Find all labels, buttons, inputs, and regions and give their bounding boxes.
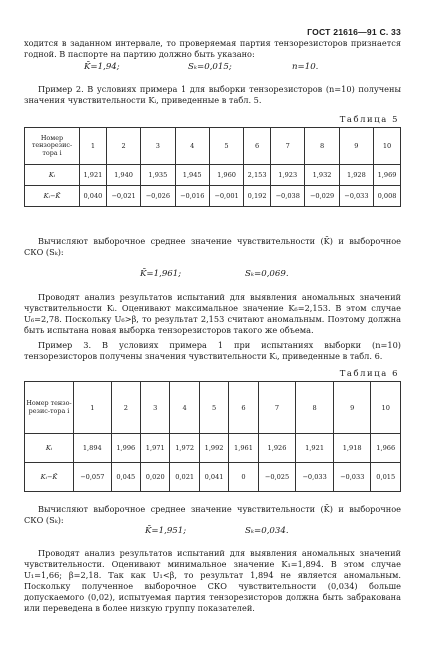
table-5-col: 9 xyxy=(339,128,373,165)
table-5-cell: −0,029 xyxy=(305,186,339,207)
table-5-cell: 1,928 xyxy=(339,165,373,186)
table-5-cell: 1,935 xyxy=(141,165,175,186)
table-5 xyxy=(24,127,401,207)
table-6-col: 8 xyxy=(296,382,334,434)
table-6-cell: −0,033 xyxy=(333,463,371,492)
table-6-cell: 0,041 xyxy=(199,463,228,492)
calc-2-paragraph: Вычисляют выборочное среднее значение чувствительности (K̄) и выборочное СКО (Sₖ): xyxy=(24,504,401,526)
table-6-cell: 0 xyxy=(229,463,258,492)
table-6-col: 10 xyxy=(371,382,401,434)
table-5-col: 8 xyxy=(305,128,339,165)
table-6-cell: 1,996 xyxy=(111,434,140,463)
table-6-cell: 0,020 xyxy=(141,463,170,492)
table-5-col: 7 xyxy=(271,128,305,165)
table-6-col: 7 xyxy=(258,382,296,434)
table-5-cell: 1,940 xyxy=(106,165,140,186)
formula-k-mean-2: K̄=1,961; xyxy=(140,269,182,279)
table-6-cell: 0,045 xyxy=(111,463,140,492)
table-6-cell: 1,972 xyxy=(170,434,199,463)
table-5-cell: 1,969 xyxy=(374,165,401,186)
table-6-cell: 1,971 xyxy=(141,434,170,463)
table-5-col: 4 xyxy=(175,128,209,165)
table-5-cell: 1,945 xyxy=(175,165,209,186)
table-5-header-label: Номер тензорезис-тора i xyxy=(25,128,80,165)
table-5-col: 10 xyxy=(374,128,401,165)
example-3-paragraph: Пример 3. В условиях примера 1 при испытаниях выборки (n=10) тензорезисторов получены значения чувствительности Kᵢ, приведенные в табл. 6. xyxy=(24,340,401,362)
table-5-cell: −0,001 xyxy=(209,186,243,207)
table-5-cell: −0,021 xyxy=(106,186,140,207)
table-5-cell: 1,923 xyxy=(271,165,305,186)
table-5-row-k-label: Kᵢ xyxy=(25,165,80,186)
formula-n-1: n=10. xyxy=(292,62,319,72)
analysis-1-paragraph: Проводят анализ результатов испытаний для выявления аномальных значений чувствительности Kᵢ. Оценивают максимальное значение K₆=2,153. В этом случае U₆=2,78. Поскольку U₆>β, то результат 2,153 считают аномальным. Поэтому должна быть испытана новая выборка тензорезисторов такого же объема. xyxy=(24,292,401,336)
table-5-cell: −0,026 xyxy=(141,186,175,207)
table-5-cell: 1,932 xyxy=(305,165,339,186)
table-5-col: 6 xyxy=(244,128,271,165)
table-6-cell: 1,992 xyxy=(199,434,228,463)
table-5-cell: 2,153 xyxy=(244,165,271,186)
table-5-col: 3 xyxy=(141,128,175,165)
table-6-cell: −0,025 xyxy=(258,463,296,492)
table-6-cell: 0,015 xyxy=(371,463,401,492)
example-2-paragraph: Пример 2. В условиях примера 1 для выборки тензорезисторов (n=10) получены значения чувствительности Kᵢ, приведенные в табл. 5. xyxy=(24,84,401,106)
table-5-row-diff-label: Kᵢ−K̄ xyxy=(25,186,80,207)
table-6-col: 4 xyxy=(170,382,199,434)
table-6-cell: −0,057 xyxy=(74,463,112,492)
table-6-cell: 1,926 xyxy=(258,434,296,463)
table-5-cell: −0,033 xyxy=(339,186,373,207)
table-5-cell: 1,921 xyxy=(80,165,107,186)
table-5-col: 2 xyxy=(106,128,140,165)
formula-sk-1: Sₖ=0,015; xyxy=(188,62,232,72)
analysis-2-paragraph: Проводят анализ результатов испытаний для выявления аномальных значений чувствительности. Оценивают минимальное значение K₁=1,894. В этом случае U₁=1,66; β=2,18. Так как U₁<β, то результат 1,894 не является аномальным. Поскольку полученное выборочное СКО чувствительности (0,034) больше допускаемого (0,02), испытуемая партия тензорезисторов должна быть забракована или переведена в более низкую группу показателей. xyxy=(24,548,401,614)
table-6-col: 3 xyxy=(141,382,170,434)
formula-sk-3: Sₖ=0,034. xyxy=(245,526,289,536)
table-6-col: 1 xyxy=(74,382,112,434)
table-6-cell: 1,921 xyxy=(296,434,334,463)
table-6-col: 9 xyxy=(333,382,371,434)
table-6-row-diff-label: Kᵢ−K̄ xyxy=(25,463,74,492)
table-6-cell: 1,918 xyxy=(333,434,371,463)
calc-1-paragraph: Вычисляют выборочное среднее значение чувствительности (K̄) и выборочное СКО (Sₖ): xyxy=(24,236,401,258)
table-5-cell: 1,960 xyxy=(209,165,243,186)
table-6 xyxy=(24,381,401,492)
formula-k-mean-3: K̄=1,951; xyxy=(145,526,187,536)
table-5-col: 1 xyxy=(80,128,107,165)
table-5-cell: −0,038 xyxy=(271,186,305,207)
formula-sk-2: Sₖ=0,069. xyxy=(245,269,289,279)
table-6-cell: −0,033 xyxy=(296,463,334,492)
formula-k-mean-1: K̄=1,94; xyxy=(84,62,120,72)
table-6-cell: 1,894 xyxy=(74,434,112,463)
table-5-cell: 0,040 xyxy=(80,186,107,207)
table-5-cell: 0,192 xyxy=(244,186,271,207)
table-5-cell: 0,008 xyxy=(374,186,401,207)
table-5-col: 5 xyxy=(209,128,243,165)
intro-paragraph: ходится в заданном интервале, то проверяемая партия тензорезисторов признается годной. В паспорте на партию должно быть указано: xyxy=(24,38,401,60)
table-5-cell: −0,016 xyxy=(175,186,209,207)
table-6-cell: 0,021 xyxy=(170,463,199,492)
table-6-caption: Таблица 6 xyxy=(339,368,399,378)
page-header: ГОСТ 21616—91 С. 33 xyxy=(307,27,401,37)
table-6-cell: 1,966 xyxy=(371,434,401,463)
table-6-row-k-label: Kᵢ xyxy=(25,434,74,463)
table-6-col: 5 xyxy=(199,382,228,434)
table-6-col: 6 xyxy=(229,382,258,434)
table-6-col: 2 xyxy=(111,382,140,434)
table-6-cell: 1,961 xyxy=(229,434,258,463)
table-5-caption: Таблица 5 xyxy=(339,114,399,124)
table-6-header-label: Номер тензо-резис-тора i xyxy=(25,382,74,434)
